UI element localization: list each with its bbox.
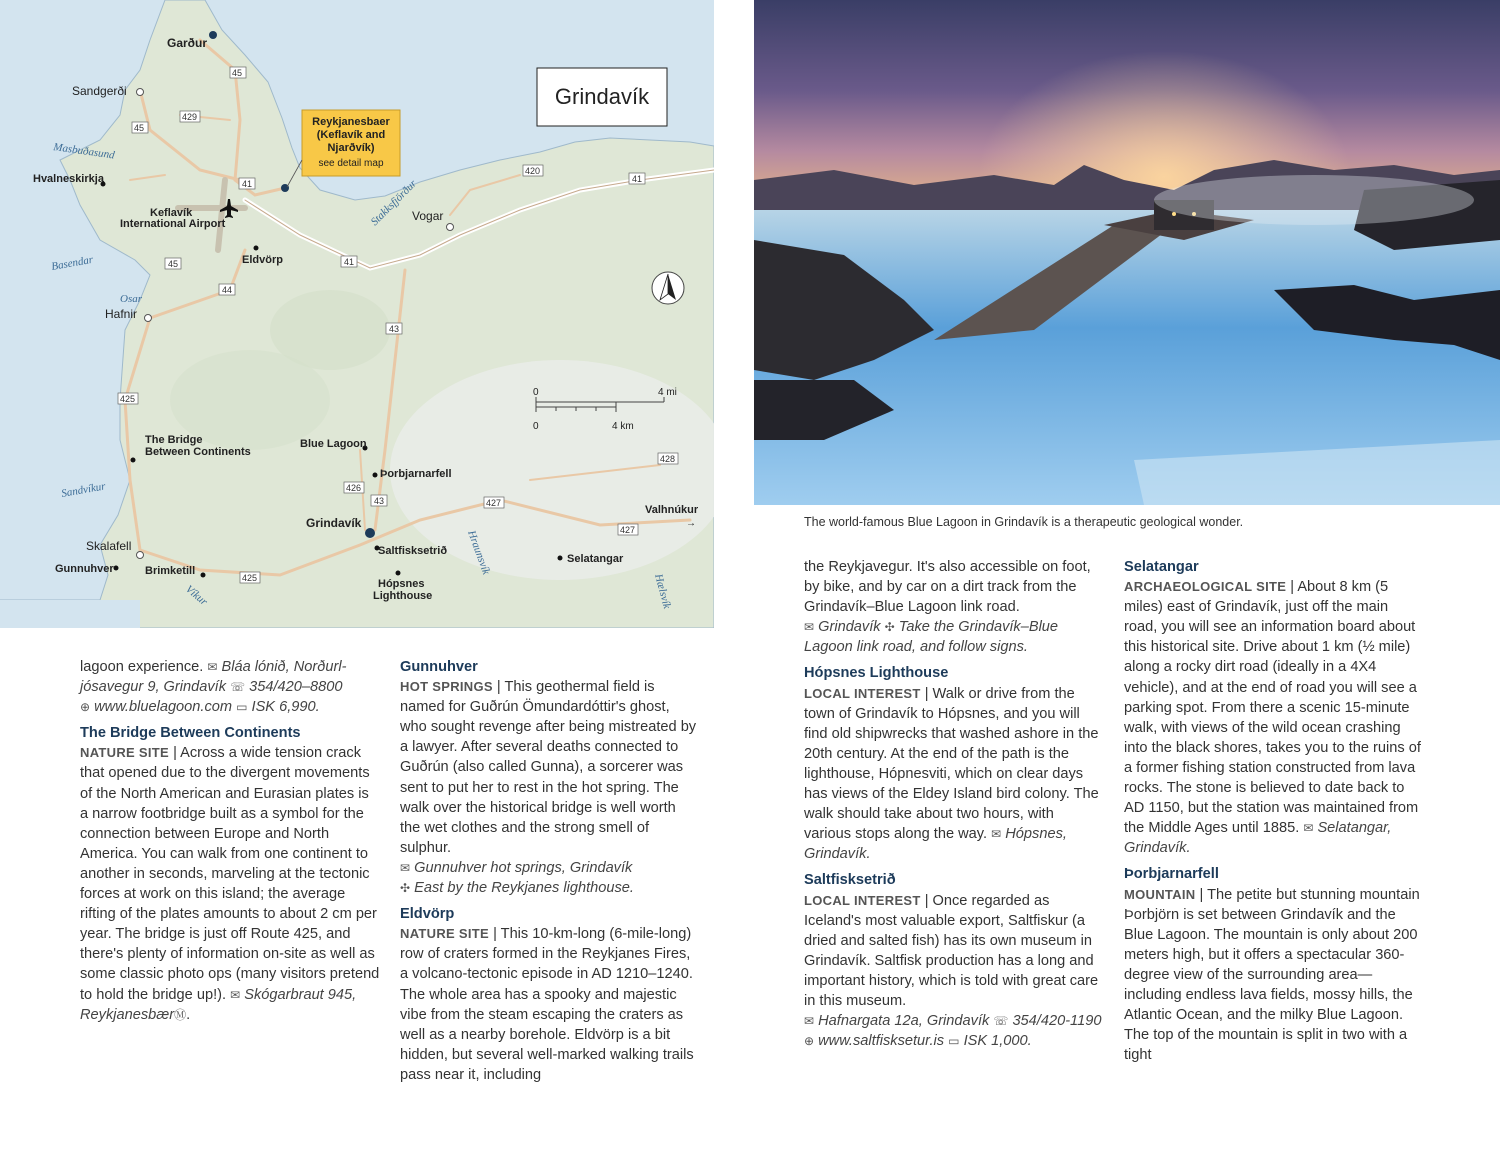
label-hraunsvik: Hraunsvík — [465, 528, 493, 577]
address-icon: ✉ — [207, 660, 218, 674]
bridge-text: NATURE SITE | Across a wide tension crack that opened due to the divergent movements of the North American and Eurasian plates is a narrow footbridge built as a symbol for the connection between Europe and North America. You can walk from one continent to another in seconds, marveling at the tectonic forces at work on this island; the average rifting of the plates amounts to about 2 cm per year. The bridge is just off Route 425, and there's plenty of information on-site as well as some classic photo ops (many visitors pretend to hold the bridge up!). ✉ Skógarbraut 945, ReykjanesbærⓂ. — [80, 745, 380, 1023]
label-vikur: Víkur — [183, 583, 210, 609]
label-hafnir: Hafnir — [105, 307, 138, 321]
label-thorbjarnarfell: Þorbjarnarfell — [380, 468, 452, 480]
scale-four-mi: 4 mi — [658, 387, 677, 398]
address-icon: ✉ — [991, 827, 1002, 842]
address-icon: ✉ — [804, 1014, 815, 1029]
col1-intro: lagoon experience. ✉ Bláa lónið, Norðurl- jósavegur 9, Grindavík ☏ 354/420–8800 ⊕ www.bluelagoon.com ▭ ISK 6,990. — [80, 659, 347, 716]
label-keflavik-airport-2: International Airport — [120, 218, 226, 230]
address-icon: ✉ — [400, 860, 411, 875]
scale-four-km: 4 km — [612, 421, 634, 432]
directions-icon: ✣ — [884, 620, 895, 635]
saltfisk-category: LOCAL INTEREST — [804, 892, 921, 908]
metro-icon: Ⓜ — [174, 1007, 187, 1022]
hopsnes-category: LOCAL INTEREST — [804, 685, 921, 701]
eldvorp-text: NATURE SITE | This 10-km-long (6-mile-long) row of craters formed in the Reykjanes Fires, a volcano-tectonic episode in AD 1210–1240. The whole area has a spooky and majestic vibe from the steam escaping the craters as well as a nearby borehole. Eldvörp is a bit hidden, but several well-marked walking trails pass near it, including — [400, 926, 694, 1083]
label-haelsvik: Hælsvík — [652, 572, 673, 611]
column-1 — [80, 657, 380, 1025]
column-3 — [804, 557, 1104, 1051]
reykjanesbaer-callout — [287, 110, 400, 187]
route-426: 426 — [346, 483, 362, 493]
thorbjarnarfell-title: Þorbjarnarfell — [1124, 866, 1219, 883]
thorbjarnarfell-category: MOUNTAIN — [1124, 886, 1196, 902]
route-41c: 41 — [344, 257, 355, 267]
arrow-east-icon: → — [686, 518, 696, 529]
map-title-box — [537, 68, 667, 126]
ticket-icon: ▭ — [236, 700, 248, 715]
label-bridge-1: The Bridge — [145, 434, 203, 446]
column-2 — [400, 657, 700, 1085]
grindavik-map — [0, 0, 714, 628]
route-427: 427 — [486, 498, 502, 508]
label-basendar: Basendar — [50, 253, 95, 273]
route-427b: 427 — [620, 525, 636, 535]
route-45b: 45 — [134, 123, 145, 133]
hopsnes-text: LOCAL INTEREST | Walk or drive from the town of Grindavík to Hópsnes, and you will find old shipwrecks that washed ashore in the 20th century. At the end of the path is the lighthouse, Hópnesviti, which on clear days has views of the Eldey Island bird colony. The walk should take about two hours, with various stops along the way. ✉ Hópsnes, Grindavík. — [804, 685, 1099, 863]
saltfisk-title: Saltfisksetrið — [804, 872, 896, 889]
route-425b: 425 — [242, 573, 258, 583]
label-eldvorp: Eldvörp — [242, 254, 283, 266]
thorbjarnarfell-text: MOUNTAIN | The petite but stunning mountain Þorbjörn is set between Grindavík and the Blue Lagoon. The mountain is only about 200 meters high, but it offers a spectacular 360-degree view of the surrounding area—including endless lava fields, mossy hills, the Atlantic Ocean, and the milky Blue Lagoon. The top of the mountain is split in two with a tight — [1124, 886, 1420, 1064]
route-43: 43 — [389, 324, 400, 334]
callout-line-2: (Keflavík and — [316, 129, 386, 141]
label-selatangar: Selatangar — [567, 553, 624, 565]
route-45c: 45 — [168, 259, 179, 269]
label-sandgerdi: Sandgerði — [72, 84, 127, 98]
label-vogar: Vogar — [412, 209, 444, 223]
address-icon: ✉ — [804, 620, 815, 635]
scale-zero-mi: 0 — [533, 387, 539, 398]
eldvorp-title: Eldvörp — [400, 906, 455, 923]
column-4 — [1124, 557, 1424, 1065]
address-icon: ✉ — [1303, 821, 1314, 836]
north-arrow-icon — [652, 272, 684, 304]
label-stakksfjordur: Stakksfjörður — [368, 177, 420, 229]
bridge-category: NATURE SITE — [80, 745, 170, 761]
route-425: 425 — [120, 394, 136, 404]
selatangar-text: ARCHAEOLOGICAL SITE | About 8 km (5 miles) east of Grindavík, just off the main road, you will see an information board about this historical site. Drive about 1 km (½ mile) along a rocky dirt road (ideally in a 4X4 vehicle), and at the end of road you will see a parking spot. From there a scenic 15-minute walk, with views of the wild ocean crashing into the black shores, takes you to the ruins of a former fishing station constructed from lava rocks. The stone is believed to date back to AD 1150, but the station was maintained from the Middle Ages until 1885. ✉ Selatangar, Grindavík. — [1124, 579, 1421, 857]
hopsnes-title: Hópsnes Lighthouse — [804, 665, 949, 682]
map-title: Grindavík — [554, 84, 650, 109]
scale-zero-km: 0 — [533, 421, 539, 432]
label-brimketill: Brimketill — [145, 565, 196, 577]
gunnuhver-title: Gunnuhver — [400, 659, 478, 675]
label-valhnukur: Valhnúkur — [645, 504, 699, 516]
label-hopsnes-1: Hópsnes — [378, 578, 425, 590]
label-hopsnes-2: Lighthouse — [373, 590, 433, 602]
label-skalafell: Skalafell — [86, 539, 132, 553]
ticket-icon: ▭ — [948, 1034, 960, 1049]
eldvorp-category: NATURE SITE — [400, 926, 490, 942]
label-bridge-2: Between Continents — [145, 446, 251, 458]
address-icon: ✉ — [230, 987, 241, 1002]
route-43b: 43 — [374, 496, 385, 506]
col3-intro: the Reykjavegur. It's also accessible on foot, by bike, and by car on a dirt track from the Grindavík–Blue Lagoon link road. ✉ Grindavík ✣ Take the Grindavík–Blue Lagoon link road, and follow signs. — [804, 559, 1091, 656]
route-428: 428 — [660, 454, 676, 464]
route-420: 420 — [525, 166, 541, 176]
label-osar: Osar — [120, 293, 143, 305]
route-41: 41 — [242, 179, 253, 189]
route-45: 45 — [232, 68, 243, 78]
label-grindavik: Grindavík — [306, 516, 362, 530]
label-gunnuhver: Gunnuhver — [55, 563, 114, 575]
label-blue-lagoon: Blue Lagoon — [300, 438, 367, 450]
photo-caption: The world-famous Blue Lagoon in Grindavík is a therapeutic geological wonder. — [804, 515, 1244, 529]
route-429: 429 — [182, 112, 198, 122]
route-44: 44 — [222, 285, 233, 295]
label-hvalneskirkja: Hvalneskirkja — [33, 173, 104, 185]
phone-icon: ☏ — [230, 680, 246, 695]
label-keflavik-airport-1: Keflavík — [150, 207, 193, 219]
blue-lagoon-photo — [754, 0, 1500, 505]
selatangar-title: Selatangar — [1124, 559, 1199, 575]
selatangar-category: ARCHAEOLOGICAL SITE — [1124, 579, 1287, 595]
directions-icon: ✣ — [400, 881, 411, 896]
gunnuhver-text: HOT SPRINGS | This geothermal field is named for Guðrún Ömundardóttir's ghost, who sought revenge after being mistreated by a lawyer. After several deaths connected to Guðrún (also called Gunna), a sorcerer was sent to put her to rest in the hot spring. The walk over the historical bridge is well worth the wet clothes and the strong smell of sulphur. ✉ Gunnuhver hot springs, Grindavík ✣ East by the Reykjanes lighthouse. — [400, 679, 697, 897]
saltfisk-text: LOCAL INTEREST | Once regarded as Iceland's most valuable export, Saltfiskur (a dried and salted fish) has its own museum in Grindavík. Saltfisk production has a long and important history, which is told with great care in this museum. ✉ Hafnargata 12a, Grindavík ☏ 354/420-1190 ⊕ www.saltfisksetur.is ▭ ISK 1,000. — [804, 892, 1102, 1050]
web-icon: ⊕ — [80, 700, 91, 715]
label-masbudasund: Masbuðasund — [52, 141, 116, 162]
route-41b: 41 — [632, 174, 643, 184]
gunnuhver-category: HOT SPRINGS — [400, 679, 493, 695]
label-gardur: Garður — [167, 36, 208, 50]
bridge-title: The Bridge Between Continents — [80, 725, 301, 742]
label-saltfisksetrid: Saltfisksetrið — [378, 545, 448, 557]
callout-line-3: Njarðvík) — [327, 142, 375, 154]
label-sandvikur: Sandvíkur — [60, 480, 107, 500]
callout-line-4: see detail map — [318, 158, 384, 169]
phone-icon: ☏ — [993, 1014, 1009, 1029]
callout-line-1: Reykjanesbaer — [312, 116, 390, 128]
web-icon: ⊕ — [804, 1034, 815, 1049]
